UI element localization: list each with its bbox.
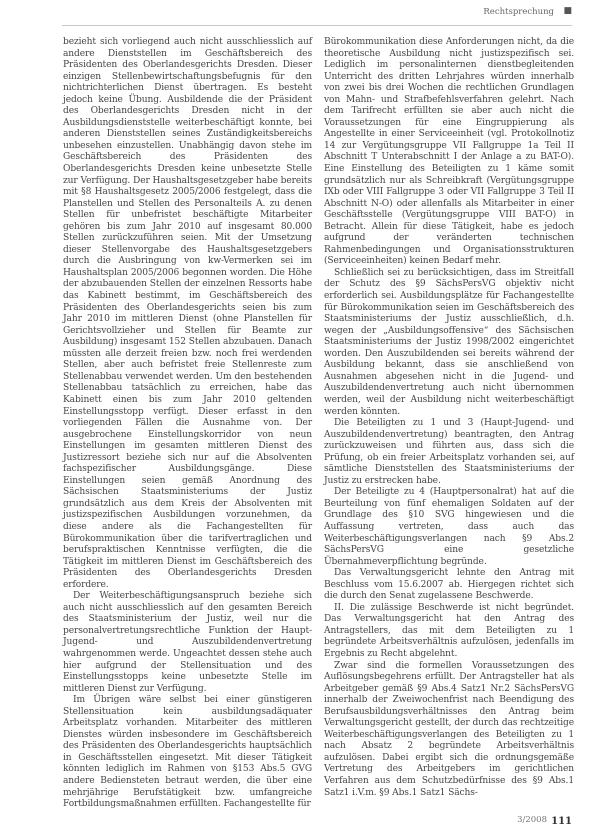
paragraph: Im Übrigen wäre selbst bei einer günstigeren Stellensituation kein ausbildungsadäquater Arbeitsplatz vorhanden. Mitarbeiter des mittleren Dienstes würden insbesondere im Geschäftsbereich des Präsidenten des Oberlandesgerichts hauptsächlich in Geschäftsstellen eingesetzt. Mit dieser Tätigkeit könnten lediglich im Rahmen von §153 Abs.5 GVG andere Bediensteten betraut werden, die über eine mehrjährige Berufstätigkeit bzw. umfangreiche Fortbildungsmaßnahmen erfüllten. Fachangestellte für bbox=[63, 695, 312, 810]
running-header-label: Rechtsprechung bbox=[483, 7, 554, 17]
header-square-icon: ■ bbox=[563, 6, 572, 16]
right-column bbox=[324, 37, 574, 798]
paragraph: Der Weiterbeschäftigungsanspruch beziehe sich auch nicht ausschliesslich auf den gesamten Bereich des Staatsministerium der Justiz, weil nur die personalvertretungsrechtliche Funktion der Haupt-Jugend- und Auszubildendenvertretung wahrgenommen werde. Ungeachtet dessen stehe auch hier aufgrund der Stellensituation und des Einstellungsstopps keine unbesetzte Stelle im mittleren Dienst zur Verfügung. bbox=[63, 591, 312, 694]
left-column bbox=[63, 37, 312, 810]
paragraph: II. Die zulässige Beschwerde ist nicht begründet. Das Verwaltungsgericht hat den Antrag des Antragstellers, das mit dem Beteiligten zu 1 begründete Arbeitsverhältnis aufzulösen, jedenfalls im Ergebnis zu Recht abgelehnt. bbox=[324, 602, 574, 659]
paragraph: Schließlich sei zu berücksichtigen, dass im Streitfall der Schutz des §9 SächsPersVG objektiv nicht erforderlich sei. Ausbildungsplätze für Fachangestellte für Bürokommunikation seien im Geschäftsbereich des Staatsministeriums der Justiz ausschließlich, d.h. wegen der „Ausbildungsoffensive“ des Sächsischen Staatsministeriums der Justiz 1998/2002 eingerichtet worden. Den Auszubildenden sei bereits während der Ausbildung bekannt, dass sie anschließend von Ausnahmen abgesehen nicht in die Jugend- und Auszubildendenvertretung auch nicht übernommen werden, weil der Ausbildung nicht weiterbeschäftigt werden könnten. bbox=[324, 267, 574, 417]
paragraph: bezieht sich vorliegend auch nicht ausschliesslich auf andere Dienststellen im Geschäftsbereich des Präsidenten des Oberlandesgerichts Dresden. Dieser einzigen Stellenbewirtschaftungsbefugnis für den nichtrichterlichen Dienst übertragen. Es besteht jedoch keine Übung. Ausbildende die der Präsident des Oberlandesgerichts Dresden nicht in der Ausbildungsdienststelle weiterbeschäftigt konnte, bei anderen Dienststellen seines Zuständigkeitsbereichs unbesehen einzustellen. Unabhängig davon stehe im Geschäftsbereich des Präsidenten des Oberlandesgerichts Dresden keine unbesetzte Stelle zur Verfügung. Der Haushaltsgesetzgeber habe bereits mit §8 Haushaltsgesetz 2005/2006 festgelegt, dass die Planstellen und Stellen des Personalteils A. zu denen Stellen für unbefristet beschäftigte Mitarbeiter gehören bis zum Jahr 2010 auf insgesamt 80.000 Stellen zurückzuführen seien. Mit der Umsetzung dieser Stellenvorgabe des Haushaltsgesetzgebers durch die Ausbringung von kw-Vermerken sei im Haushaltsplan 2005/2006 begonnen worden. Die Höhe der abzubauenden Stellen der einzelnen Ressorts habe das Kabinett bestimmt, im Geschäftsbereich des Präsidenten des Oberlandesgerichts seien bis zum Jahr 2010 im mittleren Dienst (ohne Planstellen für Gerichtsvollzieher und Stellen für Beamte zur Ausbildung) insgesamt 152 Stellen abzubauen. Danach müssten alle derzeit freien bzw. noch frei werdenden Stellen, aber auch befristet freie Stellenreste zum Stellenabbau verwendet werden. Um den bestehenden Stellenabbau tatsächlich zu erreichen, habe das Kabinett einen bis zum Jahr 2010 geltenden Einstellungsstopp verfügt. Dieser erfasst in den vorliegenden Fällen die Ausnahme von. Der ausgebrochene Einstellungskorridor von neun Einstellungen im gesamten mittleren Dienst des Justizressort beziehe sich nur auf die Absolventen fachspezifischer Ausbildungsgänge. Diese Einstellungen seien gemäß Anordnung des Sächsischen Staatsministeriums der Justiz grundsätzlich aus dem Kreis der Absolventen mit justizspezifischen Ausbildungen vorzunehmen, da diese andere als die Fachangestellten für Bürokommunikation über die tarifvertraglichen und berufspraktischen Kenntnisse verfügten, die die Tätigkeit im mittleren Dienst im Geschäftsbereich des Präsidenten des Oberlandesgerichts Dresden erfordere. bbox=[63, 37, 312, 590]
page-number: 111 bbox=[551, 816, 572, 827]
paragraph: Das Verwaltungsgericht lehnte den Antrag mit Beschluss vom 15.6.2007 ab. Hiergegen richtet sich die durch den Senat zugelassene Beschwerde. bbox=[324, 568, 574, 602]
paragraph: Zwar sind die formellen Voraussetzungen des Auflösungsbegehrens erfüllt. Der Antragsteller hat als Arbeitgeber gemäß §9 Abs.4 Satz1 Nr.2 SächsPersVG innerhalb der Zweiwochenfrist nach Beendigung des Berufsausbildungsverhältnisses den Antrag beim Verwaltungsgericht gestellt, der durch das rechtzeitige Weiterbeschäftigungsverlangen des Beteiligten zu 1 nach Absatz 2 begründete Arbeitsverhältnis aufzulösen. Dabei ergibt sich die ordnungsgemäße Vertretung des Arbeitgebers im gerichtlichen Verfahren aus dem Schutzbedürfnisse des §9 Abs.1 Satz1 i.V.m. §9 Abs.1 Satz1 Sächs- bbox=[324, 660, 574, 798]
paragraph: Die Beteiligten zu 1 und 3 (Haupt-Jugend- und Auszubildendenvertretung) beantragten, den Antrag zurückzuweisen und führten aus, dass sich die Prüfung, ob ein freier Arbeitsplatz vorhanden sei, auf sämtliche Dienststellen des Staatsministeriums der Justiz zu erstrecken habe. bbox=[324, 418, 574, 486]
header-rule bbox=[62, 25, 572, 26]
paragraph: Der Beteiligte zu 4 (Hauptpersonalrat) hat auf die Beurteilung von fünf ehemaligen Soldaten auf der Grundlage des §10 SVG hingewiesen und die Auffassung vertreten, dass auch das Weiterbeschäftigungsverlangen nach §9 Abs.2 SächsPersVG eine gesetzliche Übernahmeverpflichtung begründe. bbox=[324, 487, 574, 567]
paragraph: Bürokommunikation diese Anforderungen nicht, da die theoretische Ausbildung nicht justizspezifisch sei. Lediglich im personalinternen dienstbegleitenden Unterricht des dritten Lehrjahres würden innerhalb von zwei bis drei Wochen die rechtlichen Grundlagen von Mahn- und Strafbefehlsverfahren gelehrt. Nach dem Tarifrecht erfüllten sie aber auch nicht die Voraussetzungen für eine Eingruppierung als Angestellte in einer Serviceeinheit (vgl. Protokollnotiz 14 zur Vergütungsgruppe VII Fallgruppe 1a Teil II Abschnitt T Unterabschnitt I der Anlage a zu BAT-O). Eine Einstellung des Beteiligten zu 1 käme somit grundsätzlich nur als Schreibkraft (Vergütungsgruppe IXb oder VIII Fallgruppe 3 oder VII Fallgruppe 3 Teil II Abschnitt N-O) oder allenfalls als Mitarbeiter in einer Geschäftsstelle (Vergütungsgruppe VIII BAT-O) in Betracht. Allein für diese Tätigkeit, habe es jedoch aufgrund der veränderten technischen Rahmenbedingungen und Organisationsstrukturen (Serviceeinheiten) keinen Bedarf mehr. bbox=[324, 37, 574, 267]
footer-date: 3/2008 bbox=[517, 815, 547, 825]
